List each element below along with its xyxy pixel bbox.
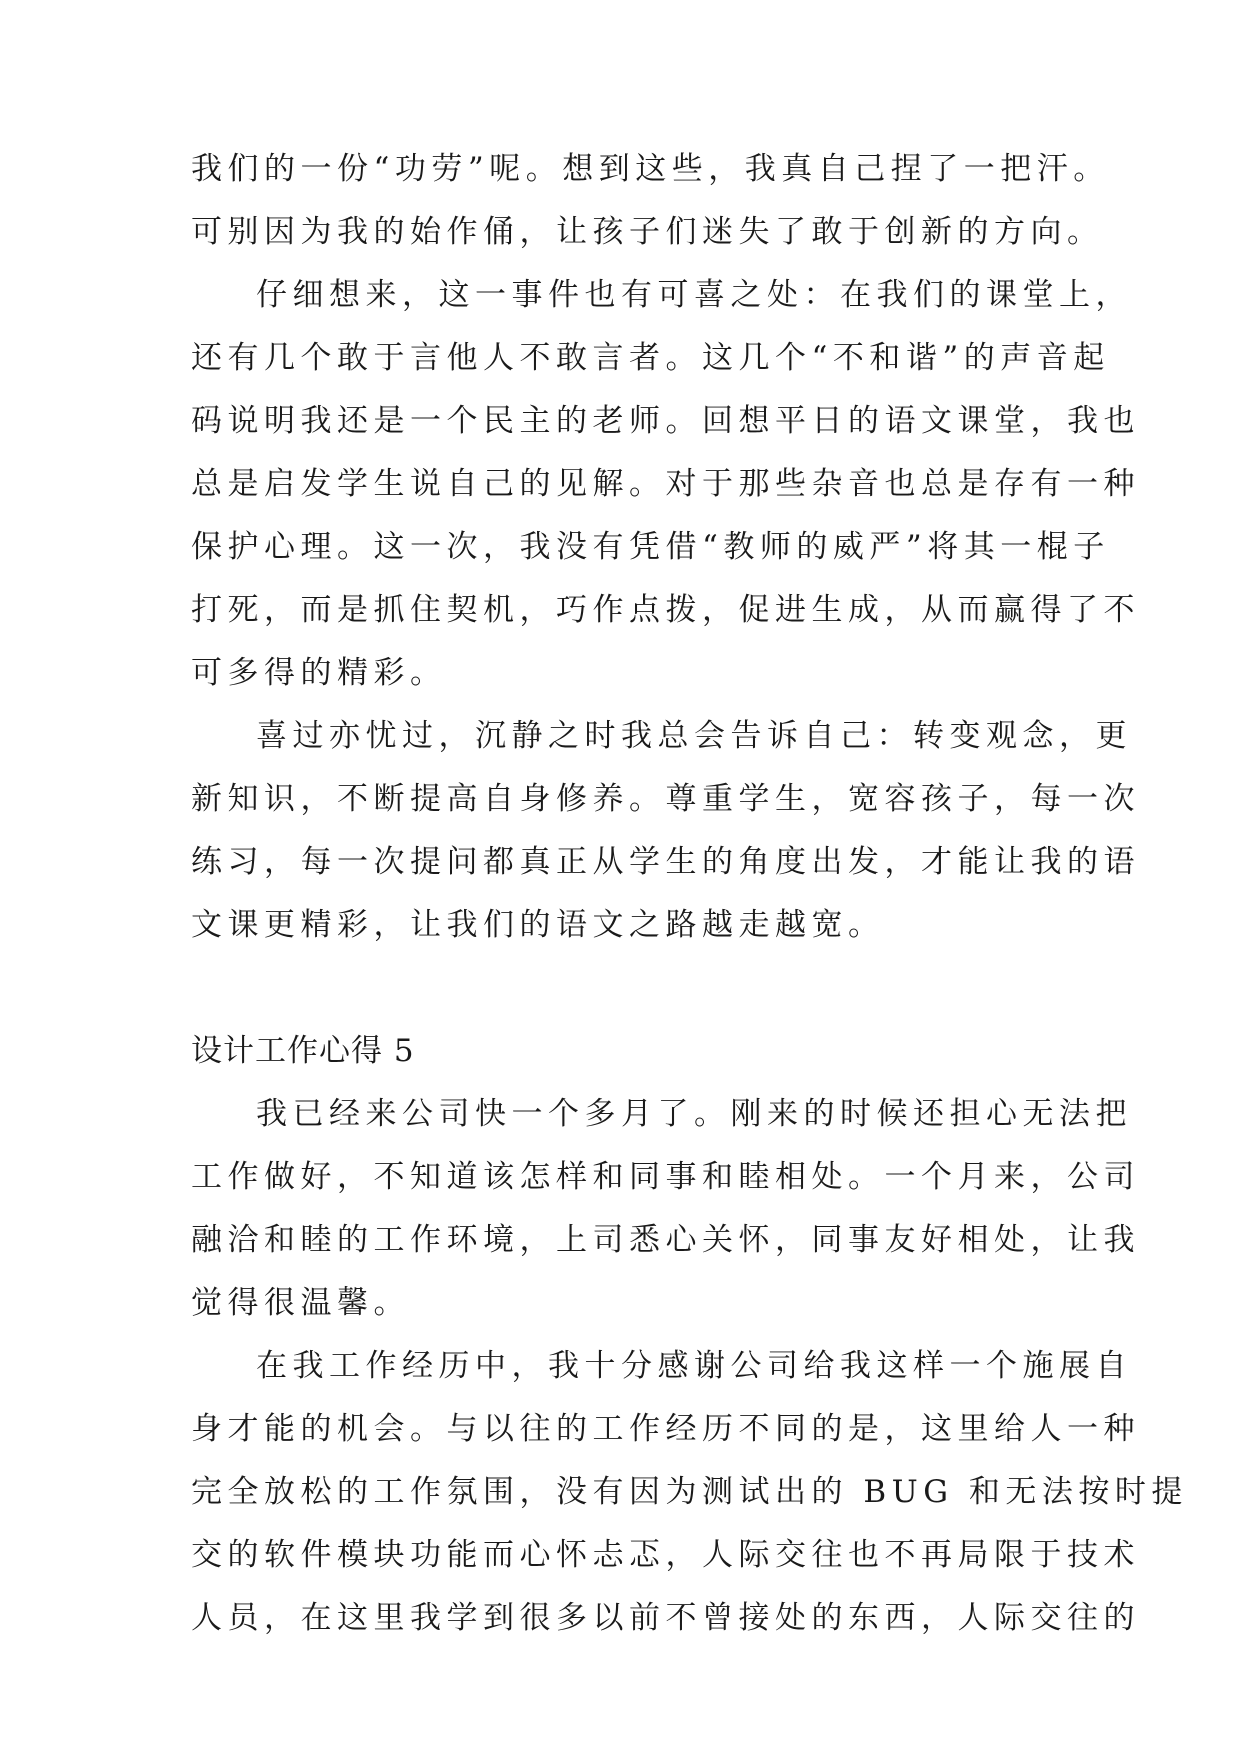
text-line: 交的软件模块功能而心怀忐忑，人际交往也不再局限于技术 [191,1537,1140,1573]
section-heading: 设计工作心得 5 [191,1033,415,1069]
text-line: 可别因为我的始作俑，让孩子们迷失了敢于创新的方向。 [191,214,1104,250]
paragraph-start-line: 我已经来公司快一个多月了。刚来的时候还担心无法把 [256,1096,1132,1132]
text-line: 可多得的精彩。 [191,655,447,691]
paragraph-start-line: 喜过亦忧过，沉静之时我总会告诉自己：转变观念，更 [256,718,1132,754]
text-line: 新知识，不断提高自身修养。尊重学生，宽容孩子，每一次 [191,781,1140,817]
paragraph-start-line: 仔细想来，这一事件也有可喜之处：在我们的课堂上， [256,277,1132,313]
text-line: 码说明我还是一个民主的老师。回想平日的语文课堂，我也 [191,403,1140,439]
text-line: 练习，每一次提问都真正从学生的角度出发，才能让我的语 [191,844,1140,880]
text-line: 还有几个敢于言他人不敢言者。这几个“不和谐”的声音起 [191,340,1110,376]
text-line: 工作做好，不知道该怎样和同事和睦相处。一个月来，公司 [191,1159,1140,1195]
text-line: 总是启发学生说自己的见解。对于那些杂音也总是存有一种 [191,466,1140,502]
text-line: 保护心理。这一次，我没有凭借“教师的威严”将其一棍子 [191,529,1110,565]
text-line: 人员，在这里我学到很多以前不曾接处的东西，人际交往的 [191,1600,1140,1636]
text-line: 觉得很温馨。 [191,1285,410,1321]
text-line: 我们的一份“功劳”呢。想到这些，我真自己捏了一把汗。 [191,151,1110,187]
text-line: 打死，而是抓住契机，巧作点拨，促进生成，从而赢得了不 [191,592,1140,628]
text-line: 融洽和睦的工作环境，上司悉心关怀，同事友好相处，让我 [191,1222,1140,1258]
text-line: 身才能的机会。与以往的工作经历不同的是，这里给人一种 [191,1411,1140,1447]
text-line: 文课更精彩，让我们的语文之路越走越宽。 [191,907,885,943]
paragraph-start-line: 在我工作经历中，我十分感谢公司给我这样一个施展自 [256,1348,1132,1384]
text-line: 完全放松的工作氛围，没有因为测试出的 BUG 和无法按时提 [191,1474,1188,1510]
